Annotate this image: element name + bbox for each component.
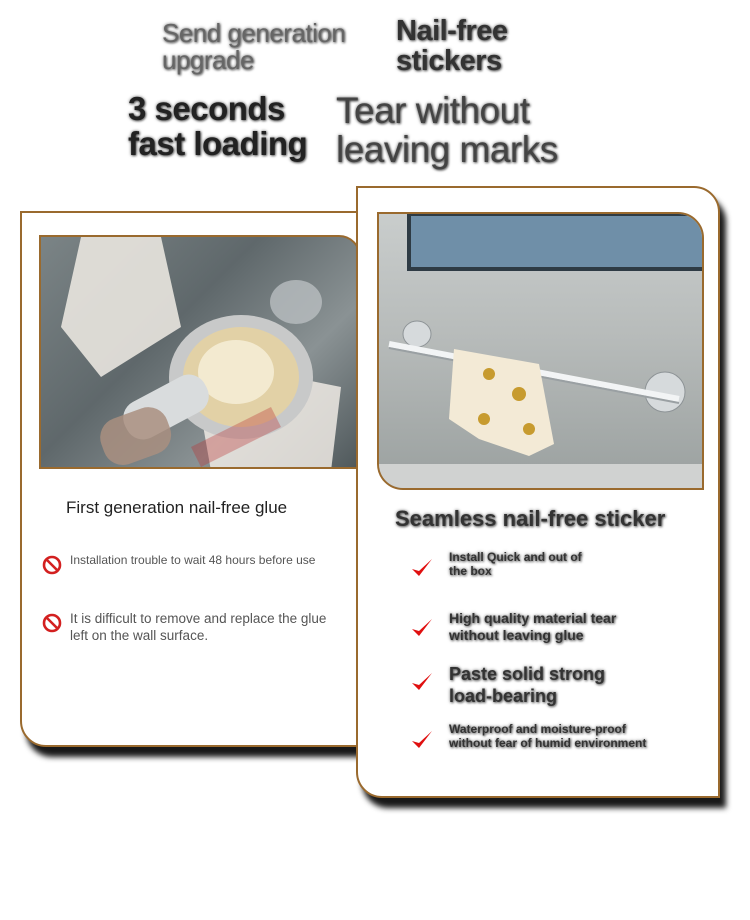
towel-rack-image bbox=[379, 214, 704, 490]
left-item-1 bbox=[42, 553, 332, 575]
prohibit-icon bbox=[42, 555, 62, 575]
left-item-text: Installation trouble to wait 48 hours before use bbox=[70, 553, 316, 567]
check-icon bbox=[410, 616, 434, 640]
old-glue-holder-image bbox=[41, 237, 361, 469]
headline-send-generation: Send generation upgrade bbox=[162, 18, 346, 76]
headline-nail-free: Nail-free stickers bbox=[396, 15, 508, 78]
right-item-text: Install Quick and out of the box bbox=[449, 550, 582, 579]
right-item-text: Waterproof and moisture-proof without fear of humid environment bbox=[449, 722, 647, 751]
left-card bbox=[20, 211, 380, 747]
check-icon bbox=[410, 556, 434, 580]
check-icon bbox=[410, 728, 434, 752]
right-item-3 bbox=[410, 664, 620, 707]
right-item-1 bbox=[410, 550, 600, 580]
headline-tear-without: Tear without leaving marks bbox=[336, 90, 558, 170]
headline-fast-loading: 3 seconds fast loading bbox=[128, 90, 308, 162]
left-item-text: It is difficult to remove and replace the glue left on the wall surface. bbox=[70, 611, 327, 643]
left-product-photo bbox=[39, 235, 361, 469]
right-card bbox=[356, 186, 720, 798]
right-item-text: High quality material tear without leaving glue bbox=[449, 610, 617, 643]
right-item-text: Paste solid strong load-bearing bbox=[449, 664, 606, 706]
right-product-photo bbox=[377, 212, 704, 490]
left-card-title: First generation nail-free glue bbox=[66, 498, 288, 517]
prohibit-icon bbox=[42, 613, 62, 633]
left-item-2 bbox=[42, 611, 342, 645]
right-card-title: Seamless nail-free sticker bbox=[395, 506, 666, 531]
check-icon bbox=[410, 670, 434, 694]
right-item-2 bbox=[410, 610, 630, 644]
right-item-4 bbox=[410, 722, 650, 752]
